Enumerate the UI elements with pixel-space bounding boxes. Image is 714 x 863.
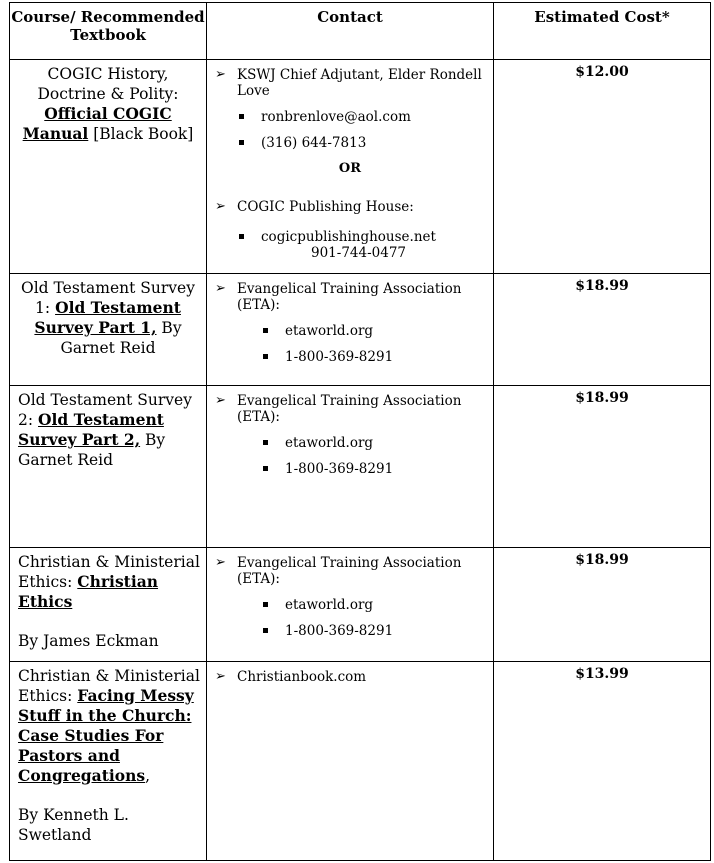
textbook-title: Facing Messy Stuff in the Church: Case Studies For Pastors and Congregations xyxy=(18,686,194,785)
list-item xyxy=(213,623,487,639)
arrow-bullet-icon: ➢ xyxy=(215,393,226,408)
course-name: Old Testament Survey 1: xyxy=(21,279,195,317)
cost-cell: $18.99 xyxy=(494,548,711,662)
list-item xyxy=(213,109,487,125)
course-cell xyxy=(10,274,207,386)
course-note: , xyxy=(145,767,151,785)
course-name: COGIC History, Doctrine & Polity: xyxy=(37,65,179,103)
arrow-bullet-icon: ➢ xyxy=(215,281,226,296)
square-bullet-icon xyxy=(263,602,268,607)
contact-entry xyxy=(213,393,487,425)
textbook-title: Old Testament Survey Part 2, xyxy=(18,410,164,449)
textbook-table xyxy=(9,2,711,861)
contact-name: Christianbook.com xyxy=(237,669,367,685)
contact-website: etaworld.org xyxy=(285,323,374,339)
course-author: By James Eckman xyxy=(18,632,159,650)
square-bullet-icon xyxy=(263,628,268,633)
contact-name: KSWJ Chief Adjutant, Elder Rondell Love xyxy=(237,67,482,99)
contact-details xyxy=(213,229,487,261)
table-row xyxy=(10,274,711,386)
course-name: Christian & Ministerial Ethics: xyxy=(18,667,200,705)
arrow-bullet-icon: ➢ xyxy=(215,555,226,570)
course-name: Christian & Ministerial Ethics: xyxy=(18,553,200,591)
textbook-title: Christian Ethics xyxy=(18,572,159,611)
cost-cell: $18.99 xyxy=(494,386,711,548)
textbook-title: Official COGIC Manual xyxy=(22,104,172,143)
list-item xyxy=(213,349,487,365)
header-course: Course/ Recommended Textbook xyxy=(10,3,207,60)
contact-entry xyxy=(213,281,487,313)
contact-name: Evangelical Training Association (ETA): xyxy=(237,281,462,313)
square-bullet-icon xyxy=(263,440,268,445)
course-author: By Garnet Reid xyxy=(60,319,182,357)
contact-entry xyxy=(213,199,487,215)
contact-name: Evangelical Training Association (ETA): xyxy=(237,555,462,587)
contact-cell xyxy=(207,274,494,386)
table-row xyxy=(10,662,711,861)
list-item xyxy=(213,229,487,261)
contact-cell xyxy=(207,60,494,274)
arrow-bullet-icon: ➢ xyxy=(215,199,226,214)
contact-cell xyxy=(207,662,494,861)
contact-phone: 1-800-369-8291 xyxy=(285,623,394,639)
contact-name: Evangelical Training Association (ETA): xyxy=(237,393,462,425)
contact-entry xyxy=(213,669,487,685)
contact-entry xyxy=(213,67,487,99)
square-bullet-icon xyxy=(239,234,244,239)
square-bullet-icon xyxy=(263,328,268,333)
list-item xyxy=(213,135,487,151)
cost-cell: $13.99 xyxy=(494,662,711,861)
table-row xyxy=(10,548,711,662)
contact-website: etaworld.org xyxy=(285,597,374,613)
arrow-bullet-icon: ➢ xyxy=(215,669,226,684)
arrow-bullet-icon: ➢ xyxy=(215,67,226,82)
header-row xyxy=(10,3,711,60)
course-cell xyxy=(10,662,207,861)
square-bullet-icon xyxy=(239,114,244,119)
contact-website: cogicpublishinghouse.net xyxy=(261,229,436,245)
or-separator: OR xyxy=(338,161,362,176)
contact-phone: (316) 644-7813 xyxy=(261,135,367,151)
contact-phone: 1-800-369-8291 xyxy=(285,461,394,477)
contact-details xyxy=(213,597,487,639)
course-cell xyxy=(10,386,207,548)
course-author: By Kenneth L. Swetland xyxy=(18,806,129,844)
contact-website: etaworld.org xyxy=(285,435,374,451)
table-row xyxy=(10,386,711,548)
contact-details xyxy=(213,109,487,151)
contact-name: COGIC Publishing House: xyxy=(237,199,414,215)
cost-cell: $18.99 xyxy=(494,274,711,386)
list-item xyxy=(213,435,487,451)
contact-email: ronbrenlove@aol.com xyxy=(261,109,411,125)
course-cell xyxy=(10,548,207,662)
course-author: By Garnet Reid xyxy=(18,431,166,469)
cost-cell: $12.00 xyxy=(494,60,711,274)
square-bullet-icon xyxy=(239,140,244,145)
square-bullet-icon xyxy=(263,354,268,359)
contact-phone: 901-744-0477 xyxy=(311,245,407,261)
header-contact: Contact xyxy=(207,3,494,60)
course-note: [Black Book] xyxy=(88,125,194,143)
contact-phone: 1-800-369-8291 xyxy=(285,349,394,365)
contact-cell xyxy=(207,386,494,548)
square-bullet-icon xyxy=(263,466,268,471)
list-item xyxy=(213,323,487,339)
list-item xyxy=(213,461,487,477)
contact-entry xyxy=(213,555,487,587)
course-cell xyxy=(10,60,207,274)
header-cost: Estimated Cost* xyxy=(494,3,711,60)
textbook-title: Old Testament Survey Part 1, xyxy=(34,298,181,337)
list-item xyxy=(213,597,487,613)
contact-cell xyxy=(207,548,494,662)
contact-details xyxy=(213,435,487,477)
table-row xyxy=(10,60,711,274)
course-name: Old Testament Survey 2: xyxy=(18,391,192,429)
contact-details xyxy=(213,323,487,365)
